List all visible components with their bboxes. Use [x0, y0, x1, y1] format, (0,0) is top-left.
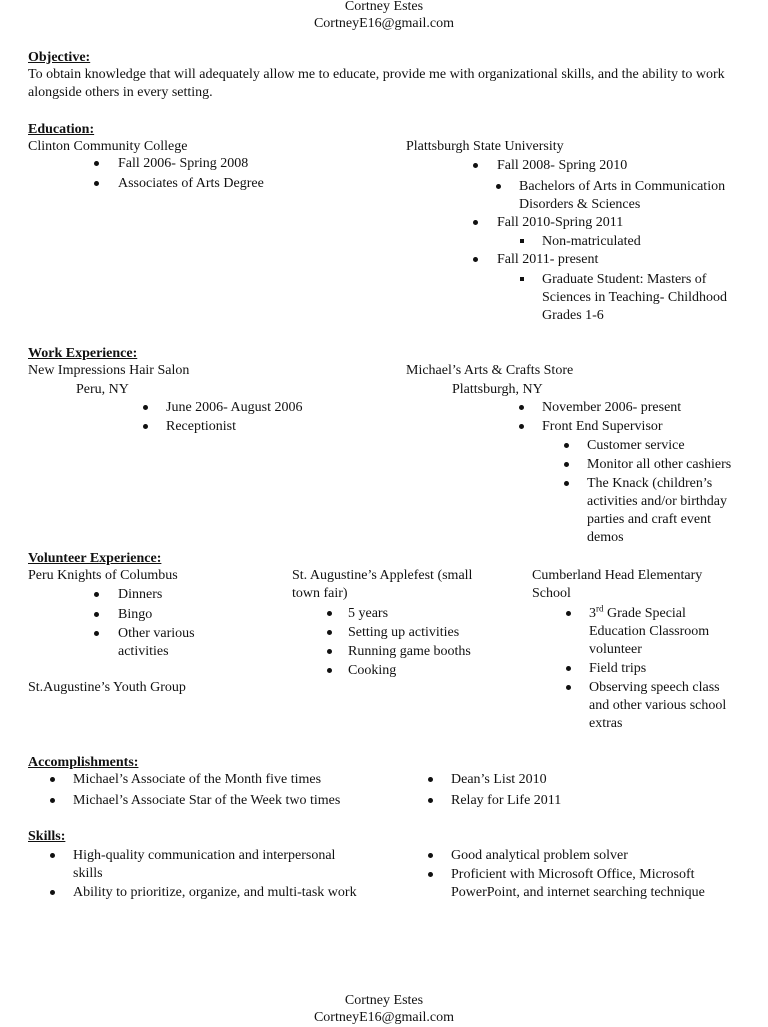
list-item: November 2006- present [542, 400, 682, 415]
bullet-icon [473, 163, 478, 168]
bullet-icon [496, 184, 501, 189]
org-applefest: St. Augustine’s Applefest (small town fair) [292, 568, 473, 601]
bullet-icon [50, 798, 55, 803]
list-item: Graduate Student: Masters of Sciences in Teaching- Childhood Grades 1-6 [542, 272, 728, 323]
list-item: Bachelors of Arts in Communication Disorders & Sciences [519, 179, 726, 212]
list-item: Michael’s Associate of the Month five times [73, 772, 322, 787]
grade-suffix: rd [596, 603, 604, 614]
bullet-icon [143, 424, 148, 429]
skills-heading: Skills: [28, 829, 66, 844]
list-item: Michael’s Associate Star of the Week two times [73, 793, 341, 808]
org-knights: Peru Knights of Columbus [28, 568, 178, 583]
accomplishments-heading: Accomplishments: [28, 755, 139, 770]
job-location: Peru, NY [76, 382, 129, 397]
bullet-icon [327, 611, 332, 616]
list-item: Cooking [348, 663, 397, 678]
list-item: June 2006- August 2006 [166, 400, 303, 415]
bullet-icon [566, 666, 571, 671]
bullet-icon [428, 798, 433, 803]
list-item: The Knack (children’s activities and/or birthday parties and craft event demos [587, 476, 727, 545]
list-item: Fall 2008- Spring 2010 [497, 158, 628, 173]
bullet-icon [94, 161, 99, 166]
bullet-icon [94, 612, 99, 617]
square-bullet-icon [520, 277, 524, 281]
list-item: Good analytical problem solver [451, 848, 628, 863]
grade-number: 3 [589, 606, 596, 621]
objective-heading: Objective: [28, 50, 91, 65]
bullet-icon [327, 668, 332, 673]
list-item: 5 years [348, 606, 389, 621]
list-item: Other various activities [118, 626, 195, 659]
list-item: Dean’s List 2010 [451, 772, 547, 787]
list-item: Relay for Life 2011 [451, 793, 562, 808]
bullet-icon [473, 257, 478, 262]
work-heading: Work Experience: [28, 346, 138, 361]
school-plattsburgh: Plattsburgh State University [406, 139, 564, 154]
bullet-icon [143, 405, 148, 410]
bullet-icon [50, 853, 55, 858]
bullet-icon [50, 890, 55, 895]
list-item: High-quality communication and interpersonal skills [73, 848, 336, 881]
list-item: Field trips [589, 661, 647, 676]
bullet-icon [94, 592, 99, 597]
bullet-icon [94, 631, 99, 636]
bullet-icon [564, 443, 569, 448]
objective-text: To obtain knowledge that will adequately allow me to educate, provide me with organizational skills, and the ability to work alongside others in every setting. [28, 67, 725, 100]
list-item: Observing speech class and other various school extras [589, 680, 727, 731]
list-item: Monitor all other cashiers [587, 457, 732, 472]
bullet-icon [327, 649, 332, 654]
list-item: Dinners [118, 587, 163, 602]
list-item: Running game booths [348, 644, 471, 659]
education-heading: Education: [28, 122, 95, 137]
list-item: Front End Supervisor [542, 419, 663, 434]
list-item: Customer service [587, 438, 685, 453]
bullet-icon [519, 424, 524, 429]
bullet-icon [564, 481, 569, 486]
bullet-icon [428, 777, 433, 782]
list-item: Setting up activities [348, 625, 460, 640]
job-location: Plattsburgh, NY [452, 382, 543, 397]
list-item: Fall 2006- Spring 2008 [118, 156, 249, 171]
org-youth-group: St.Augustine’s Youth Group [28, 680, 186, 695]
school-clinton: Clinton Community College [28, 139, 188, 154]
list-item: Fall 2010-Spring 2011 [497, 215, 624, 230]
footer-name: Cortney Estes [344, 993, 424, 1008]
org-cumberland: Cumberland Head Elementary School [532, 568, 703, 601]
list-item [589, 605, 739, 659]
square-bullet-icon [520, 239, 524, 243]
list-item: Ability to prioritize, organize, and multi-task work [73, 885, 357, 900]
volunteer-heading: Volunteer Experience: [28, 551, 162, 566]
bullet-icon [50, 777, 55, 782]
bullet-icon [94, 181, 99, 186]
list-item: Receptionist [166, 419, 236, 434]
bullet-icon [428, 853, 433, 858]
list-item: Non-matriculated [542, 234, 641, 249]
employer-michaels: Michael’s Arts & Crafts Store [406, 363, 574, 378]
list-item: Associates of Arts Degree [118, 176, 264, 191]
bullet-icon [564, 462, 569, 467]
bullet-icon [566, 611, 571, 616]
bullet-icon [473, 220, 478, 225]
bullet-icon [566, 685, 571, 690]
list-item: Bingo [118, 607, 153, 622]
list-item: Fall 2011- present [497, 252, 599, 267]
bullet-icon [428, 872, 433, 877]
employer-hair-salon: New Impressions Hair Salon [28, 363, 190, 378]
list-item: Proficient with Microsoft Office, Microsoft PowerPoint, and internet searching technique [451, 867, 705, 900]
grade-description: Grade Special Education Classroom volunteer [589, 606, 710, 657]
footer-email: CortneyE16@gmail.com [313, 1010, 455, 1025]
bullet-icon [519, 405, 524, 410]
header-email: CortneyE16@gmail.com [313, 16, 455, 31]
header-name: Cortney Estes [344, 0, 424, 14]
bullet-icon [327, 630, 332, 635]
